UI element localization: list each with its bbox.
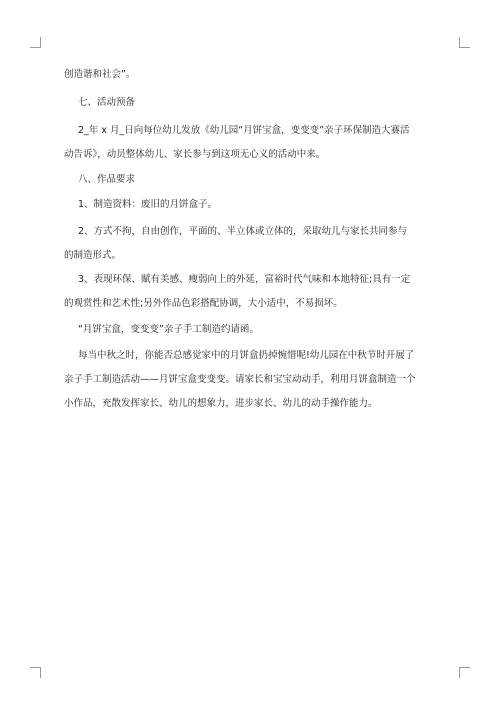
crop-mark-bottom-right — [459, 667, 470, 678]
crop-mark-top-right — [459, 37, 470, 48]
text-line: 3、表现环保、赋有美感、瘦弱向上的外延，富裕时代气味和本地特征;具有一定 — [78, 274, 411, 285]
section-heading: 七、活动预备 — [78, 97, 136, 108]
text-line: 的观赏性和艺术性;另外作品色彩搭配协调，大小适中，不易损坏。 — [64, 298, 343, 309]
text-line: 创造谐和社会”。 — [64, 69, 136, 80]
text-line: 每当中秋之时，你能否总感觉家中的月饼盒扔掉惋惜呢!幼儿园在中秋节时开展了 — [78, 350, 415, 361]
section-heading: 八、作品要求 — [78, 174, 136, 185]
text-line: 1、制造资料：废旧的月饼盒子。 — [78, 199, 218, 210]
crop-mark-bottom-left — [30, 667, 41, 678]
text-line: 2、方式不拘，自由创作，平面的、半立体或立体的，采取幼儿与家长共同参与 — [78, 226, 408, 237]
text-line: 2_年 x 月_日向每位幼儿发放《幼儿园“月饼宝盒，变变变”亲子环保制造大赛活 — [78, 125, 410, 136]
text-line: 小作品，充散发挥家长、幼儿的想象力，进步家长、幼儿的动手操作能力。 — [64, 398, 378, 409]
text-line: 动告诉》，动员整体幼儿、家长参与到这项无心义的活动中来。 — [64, 149, 326, 160]
text-line: 亲子手工制造活动——月饼宝盒变变变。请家长和宝宝动动手，利用月饼盒制造一个 — [64, 374, 416, 385]
text-line: 的制造形式。 — [64, 250, 122, 261]
crop-mark-top-left — [30, 37, 41, 48]
text-line: “月饼宝盒，变变变”亲子手工制造约请函。 — [78, 324, 259, 335]
